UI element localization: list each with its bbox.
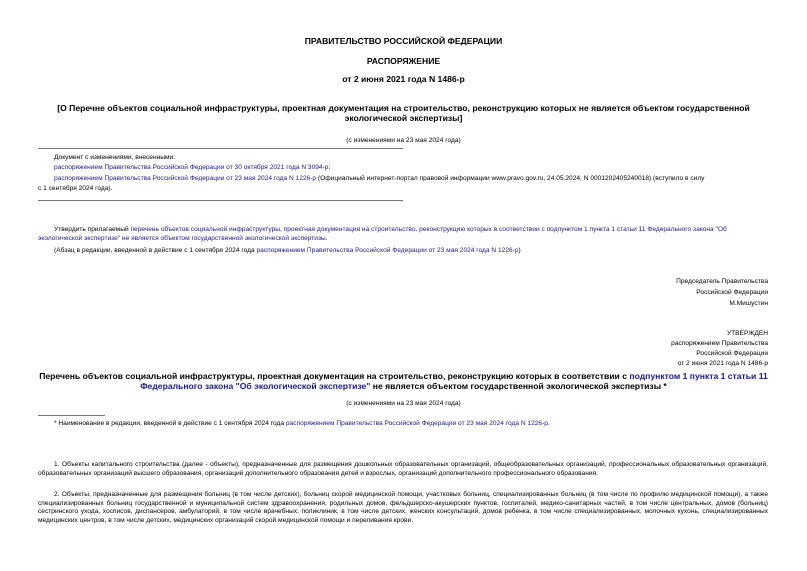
amendments-intro: Документ с изменениями, внесенными: xyxy=(54,154,176,161)
amendment-link-2[interactable]: распоряжением Правительства Российской Федерации от 23 мая 2024 года N 1226-р xyxy=(54,175,317,182)
list-item-2: 2. Объекты, предназначенные для размещения больниц (в том числе детских), больниц скорой медицинской помощи, участковых больниц, специализированных больниц (в том числе по профилю медицинской помощи), а также специализированных больниц государственной и муниципальной систем здравоохранения, родильных домов, фельдшерско-акушерских пунктов, госпиталей, медико-санитарных частей, в том числе центральных, домов (больниц) сестринского ухода, хосписов, диспансеров, амбулаторий, в том числе врачебных, поликлиник, в том числе детских, женских консультаций, домов ребенка, в том числе специализированных, молочных кухонь, специализированных медицинских центров, в том числе детских, медицинских организаций скорой медицинской помощи и переливания крови. xyxy=(38,491,768,524)
list-changes-note: (с изменениями на 23 мая 2024 года) xyxy=(346,400,461,407)
signature-position: Председатель Правительства xyxy=(676,278,768,285)
document-title: [О Перечне объектов социальной инфраструктуры, проектная документация на строительство, реконструкцию которых не является объектом государственной экологической экспертизы] xyxy=(57,103,750,123)
signature-name: М.Мишустин xyxy=(729,300,768,307)
document-date-number: от 2 июня 2021 года N 1486-р xyxy=(342,74,465,84)
list-title-law-link[interactable]: подпунктом 1 пункта 1 статьи 11 Федерального закона "Об экологической экспертизе" xyxy=(140,371,768,391)
amendment-item-2-cont: с 1 сентября 2024 года). xyxy=(38,185,113,192)
divider-bottom xyxy=(38,200,403,201)
approved-label: УТВЕРЖДЕН xyxy=(726,330,768,337)
amendment-item-2: распоряжением Правительства Российской Федерации от 23 мая 2024 года N 1226-р (Официальный интернет-портал правовой информации www.pravo.gov.ru, 24.05.2024, N 0001202405240018) (вступило в силу xyxy=(54,175,705,182)
approved-country: Российской Федерации xyxy=(696,350,768,357)
changes-note: (с изменениями на 23 мая 2024 года) xyxy=(346,137,461,144)
footnote: * Наименование в редакции, введенной в действие с 1 сентября 2024 года распоряжением Правительства Российской Федерации от 23 мая 2024 года N 1226-р. xyxy=(54,420,550,427)
abzac-note: (Абзац в редакции, введенной в действие с 1 сентября 2024 года распоряжением Правительства Российской Федерации от 23 мая 2024 года N 1226-р) xyxy=(54,247,521,254)
approve-list-link[interactable]: перечень объектов социальной инфраструктуры, проектная документация на строительство, реконструкцию которых в соответствии с подпунктом 1 пункта 1 статьи 11 Федерального закона "Об экологической экспертизе" не является объектом государственной экологической экспертизы xyxy=(38,226,727,242)
amendment-link-1[interactable]: распоряжением Правительства Российской Федерации от 30 октября 2021 года N 3094-р xyxy=(54,164,329,171)
approved-date-number: от 2 июня 2021 года N 1486-р xyxy=(677,360,768,367)
footnote-divider xyxy=(38,415,105,416)
abzac-link[interactable]: распоряжением Правительства Российской Федерации от 23 мая 2024 года N 1226-р xyxy=(256,247,519,254)
list-item-1: 1. Объекты капитального строительства (далее - объекты), предназначенные для размещения дошкольных образовательных организаций, общеобразовательных организаций, профессиональных образовательных организаций, образовательных организаций высшего образования, организаций дополнительного образования детей и взрослых, организаций дополнительного профессионального образования. xyxy=(38,461,768,477)
amendment-item-1: распоряжением Правительства Российской Федерации от 30 октября 2021 года N 3094-р; xyxy=(54,164,331,171)
list-title: Перечень объектов социальной инфраструктуры, проектная документация на строительство, реконструкцию которых в соответствии с подпунктом 1 пункта 1 статьи 11 Федерального закона "Об экологической экспертизе" не является объектом государственной экологической экспертизы * xyxy=(39,371,768,391)
footnote-link[interactable]: распоряжением Правительства Российской Федерации от 23 мая 2024 года N 1226-р xyxy=(285,420,548,427)
divider-top xyxy=(38,148,403,149)
government-name: ПРАВИТЕЛЬСТВО РОССИЙСКОЙ ФЕДЕРАЦИИ xyxy=(304,36,503,46)
document-type: РАСПОРЯЖЕНИЕ xyxy=(366,56,441,66)
approved-by: распоряжением Правительства xyxy=(671,340,768,347)
approve-paragraph: Утвердить прилагаемый перечень объектов социальной инфраструктуры, проектная документация на строительство, реконструкцию которых в соответствии с подпунктом 1 пункта 1 статьи 11 Федерального закона "Об экологической экспертизе" не является объектом государственной экологической экспертизы. xyxy=(38,226,727,242)
signature-country: Российской Федерации xyxy=(696,289,768,296)
